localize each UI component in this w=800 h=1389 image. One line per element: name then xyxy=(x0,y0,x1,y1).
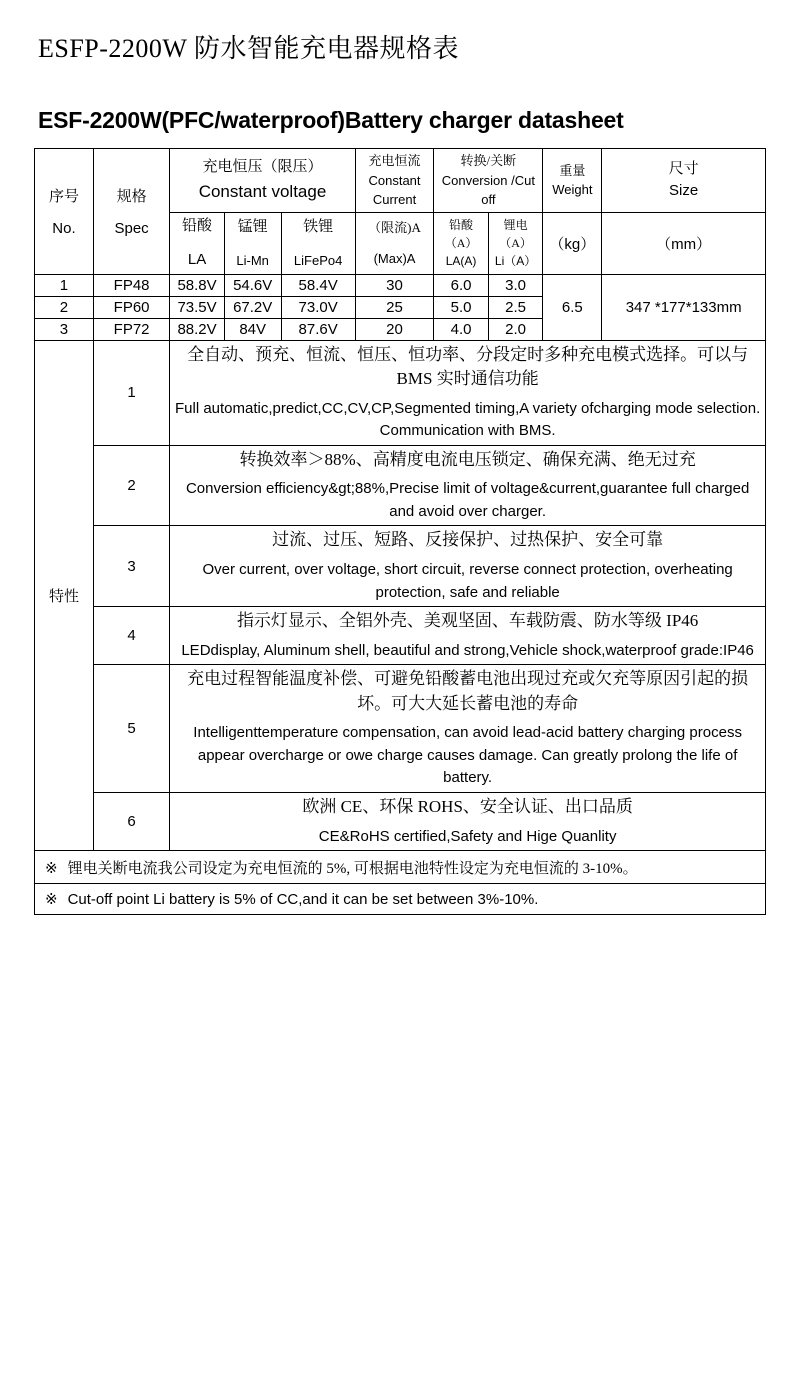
row-lifepo: 73.0V xyxy=(281,296,355,318)
header-cut-lead-en: LA(A) xyxy=(445,254,477,268)
feature-row xyxy=(35,526,766,607)
header-lifepo4 xyxy=(281,212,355,274)
header-spec-cn: 规格 xyxy=(116,188,147,206)
page-title: ESFP-2200W 防水智能充电器规格表 xyxy=(38,34,459,63)
header-cut-li-en: Li（A） xyxy=(494,254,537,268)
row-la: 73.5V xyxy=(170,296,225,318)
features-label: 特性 xyxy=(35,340,94,851)
header-no-cn: 序号 xyxy=(48,188,79,206)
feature-text-cn: 欧洲 CE、环保 ROHS、安全认证、出口品质 xyxy=(302,796,633,816)
row-lifepo: 87.6V xyxy=(281,318,355,340)
row-cc: 20 xyxy=(355,318,434,340)
feature-no: 3 xyxy=(93,526,169,607)
page-subtitle: ESF-2200W(PFC/waterproof)Battery charger datasheet xyxy=(38,107,624,133)
row-la: 58.8V xyxy=(170,274,225,296)
header-cut-li-cn: 锂电（A） xyxy=(499,218,532,250)
header-cut-cn: 转换/关断 xyxy=(460,153,517,168)
row-la: 88.2V xyxy=(170,318,225,340)
header-lifepo-cn: 铁锂 xyxy=(303,219,334,235)
table-row xyxy=(35,274,766,296)
feature-text-cn: 充电过程智能温度补偿、可避免铅酸蓄电池出现过充或欠充等原因引起的损坏。可大大延长蓄电池的寿命 xyxy=(187,669,749,713)
feature-row xyxy=(35,792,766,850)
row-cut-la: 4.0 xyxy=(434,318,489,340)
header-cc-limit-cn: （限流)A xyxy=(368,219,421,235)
feature-body xyxy=(170,526,766,607)
row-cut-la: 6.0 xyxy=(434,274,489,296)
row-spec: FP72 xyxy=(93,318,169,340)
feature-text-en: CE&RoHS certified,Safety and Hige Quanlity xyxy=(318,827,617,845)
note-row xyxy=(35,883,765,914)
note-star-icon: ※ xyxy=(45,861,58,878)
feature-text-en: Intelligenttemperature compensation, can avoid lead-acid battery charging process appear overcharge or owe charge causes damage. Can greatly prolong the life of battery. xyxy=(193,724,742,787)
header-no-en: No. xyxy=(52,220,76,238)
header-cut-lead xyxy=(434,212,489,274)
header-lead-en: LA xyxy=(187,251,207,268)
note-star-icon: ※ xyxy=(45,892,58,909)
header-size-cn: 尺寸 xyxy=(668,160,699,177)
feature-body xyxy=(170,445,766,526)
weight-value: 6.5 xyxy=(543,274,602,340)
header-cut-li xyxy=(488,212,543,274)
header-lead-cn: 铅酸 xyxy=(182,217,213,234)
note-text: 锂电关断电流我公司设定为充电恒流的 5%, 可根据电池特性设定为充电恒流的 3-10%。 xyxy=(67,861,638,878)
header-cc-limit-en: (Max)A xyxy=(373,251,416,266)
row-limn: 54.6V xyxy=(224,274,281,296)
header-cut-lead-cn: 铅酸（A） xyxy=(444,218,478,250)
row-cc: 30 xyxy=(355,274,434,296)
feature-body xyxy=(170,792,766,850)
row-no: 1 xyxy=(35,274,94,296)
header-cv-en: Constant voltage xyxy=(198,181,327,201)
row-lifepo: 58.4V xyxy=(281,274,355,296)
feature-text-cn: 转换效率＞88%、高精度电流电压锁定、确保充满、绝无过充 xyxy=(239,449,696,469)
feature-no: 5 xyxy=(93,665,169,793)
feature-body xyxy=(170,607,766,665)
header-limn-en: Li-Mn xyxy=(236,252,269,268)
row-limn: 67.2V xyxy=(224,296,281,318)
feature-no: 4 xyxy=(93,607,169,665)
table-header-row-1 xyxy=(35,149,766,213)
header-spec xyxy=(93,149,169,275)
header-spec-en: Spec xyxy=(114,220,149,238)
feature-text-en: LEDdisplay, Aluminum shell, beautiful and strong,Vehicle shock,waterproof grade:IP46 xyxy=(181,641,754,659)
feature-no: 2 xyxy=(93,445,169,526)
header-cc-en: Constant Current xyxy=(368,172,421,207)
size-value: 347 *177*133mm xyxy=(602,274,766,340)
header-lifepo-en: LiFePo4 xyxy=(293,252,343,268)
header-constant-current xyxy=(355,149,434,213)
note-row xyxy=(35,851,765,883)
feature-text-cn: 过流、过压、短路、反接保护、过热保护、安全可靠 xyxy=(272,530,664,550)
header-cc-limit xyxy=(355,212,434,274)
header-no xyxy=(35,149,94,275)
feature-text-en: Over current, over voltage, short circuit, reverse connect protection, overheating protection, safe and reliable xyxy=(202,561,733,601)
row-cut-li: 2.5 xyxy=(488,296,543,318)
row-no: 3 xyxy=(35,318,94,340)
note-text: Cut-off point Li battery is 5% of CC,and it can be set between 3%-10%. xyxy=(67,891,539,909)
feature-no: 6 xyxy=(93,792,169,850)
row-limn: 84V xyxy=(224,318,281,340)
spec-table xyxy=(34,148,766,851)
row-spec: FP60 xyxy=(93,296,169,318)
feature-text-cn: 全自动、预充、恒流、恒压、恒功率、分段定时多种充电模式选择。可以与 BMS 实时通信功能 xyxy=(187,344,749,389)
header-weight-en: Weight xyxy=(552,182,593,198)
header-cutoff xyxy=(434,149,543,213)
feature-body xyxy=(170,340,766,445)
header-size-unit: （mm） xyxy=(602,212,766,274)
header-limn-cn: 锰锂 xyxy=(237,219,268,235)
row-cut-li: 2.0 xyxy=(488,318,543,340)
feature-row xyxy=(35,607,766,665)
notes-section xyxy=(34,851,766,915)
row-cut-la: 5.0 xyxy=(434,296,489,318)
feature-text-cn: 指示灯显示、全铝外壳、美观坚固、车载防震、防水等级 IP46 xyxy=(236,611,699,631)
feature-row xyxy=(35,340,766,445)
header-cv-cn: 充电恒压（限压） xyxy=(202,159,323,176)
header-li-mn xyxy=(224,212,281,274)
header-weight-unit: （kg） xyxy=(543,212,602,274)
header-lead-acid xyxy=(170,212,225,274)
feature-no: 1 xyxy=(93,340,169,445)
header-cc-cn: 充电恒流 xyxy=(368,153,421,168)
header-size xyxy=(602,149,766,213)
feature-text-en: Full automatic,predict,CC,CV,CP,Segmented timing,A variety ofcharging mode selection. Communication with BMS. xyxy=(174,399,761,440)
feature-text-en: Conversion efficiency&gt;88%,Precise limit of voltage&current,guarantee full charged and avoid over charger. xyxy=(185,480,750,520)
header-cut-en: Conversion /Cut off xyxy=(441,172,535,207)
feature-body xyxy=(170,665,766,793)
header-weight xyxy=(543,149,602,213)
header-weight-cn: 重量 xyxy=(559,162,586,178)
row-no: 2 xyxy=(35,296,94,318)
row-cut-li: 3.0 xyxy=(488,274,543,296)
feature-row xyxy=(35,665,766,793)
feature-row xyxy=(35,445,766,526)
row-spec: FP48 xyxy=(93,274,169,296)
header-size-en: Size xyxy=(669,182,699,200)
row-cc: 25 xyxy=(355,296,434,318)
header-constant-voltage xyxy=(170,149,355,213)
